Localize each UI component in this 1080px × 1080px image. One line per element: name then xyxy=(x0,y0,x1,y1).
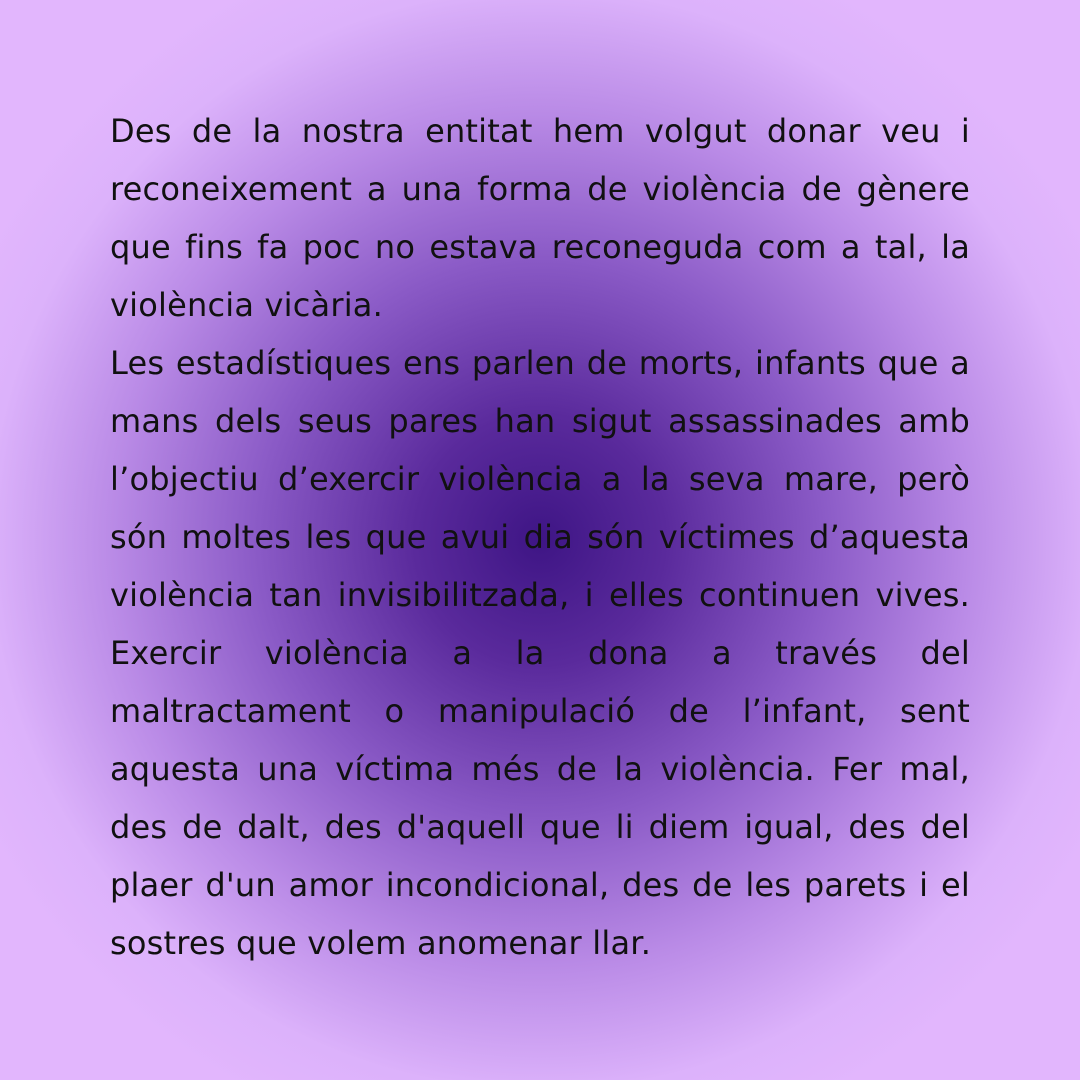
paragraph-intro: Des de la nostra entitat hem volgut donar veu i reconeixement a una forma de violència de gènere que fins fa poc no estava reconeguda com a tal, la violència vicària. xyxy=(110,112,970,324)
paragraph-statistics: Les estadístiques ens parlen de morts, infants que a mans dels seus pares han sigut assassinades amb l’objectiu d’exercir violència a la seva mare, però són moltes les que avui dia són víctimes d’aquesta violència tan invisibilitzada, i elles continuen vives. Exercir violència a la dona a través del maltractament o manipulació de l’infant, sent aquesta una víctima més de la violència. Fer mal, des de dalt, des d'aquell que li diem igual, des del plaer d'un amor incondicional, des de les parets i el sostres que volem anomenar llar. xyxy=(110,344,970,962)
body-text xyxy=(110,102,970,972)
